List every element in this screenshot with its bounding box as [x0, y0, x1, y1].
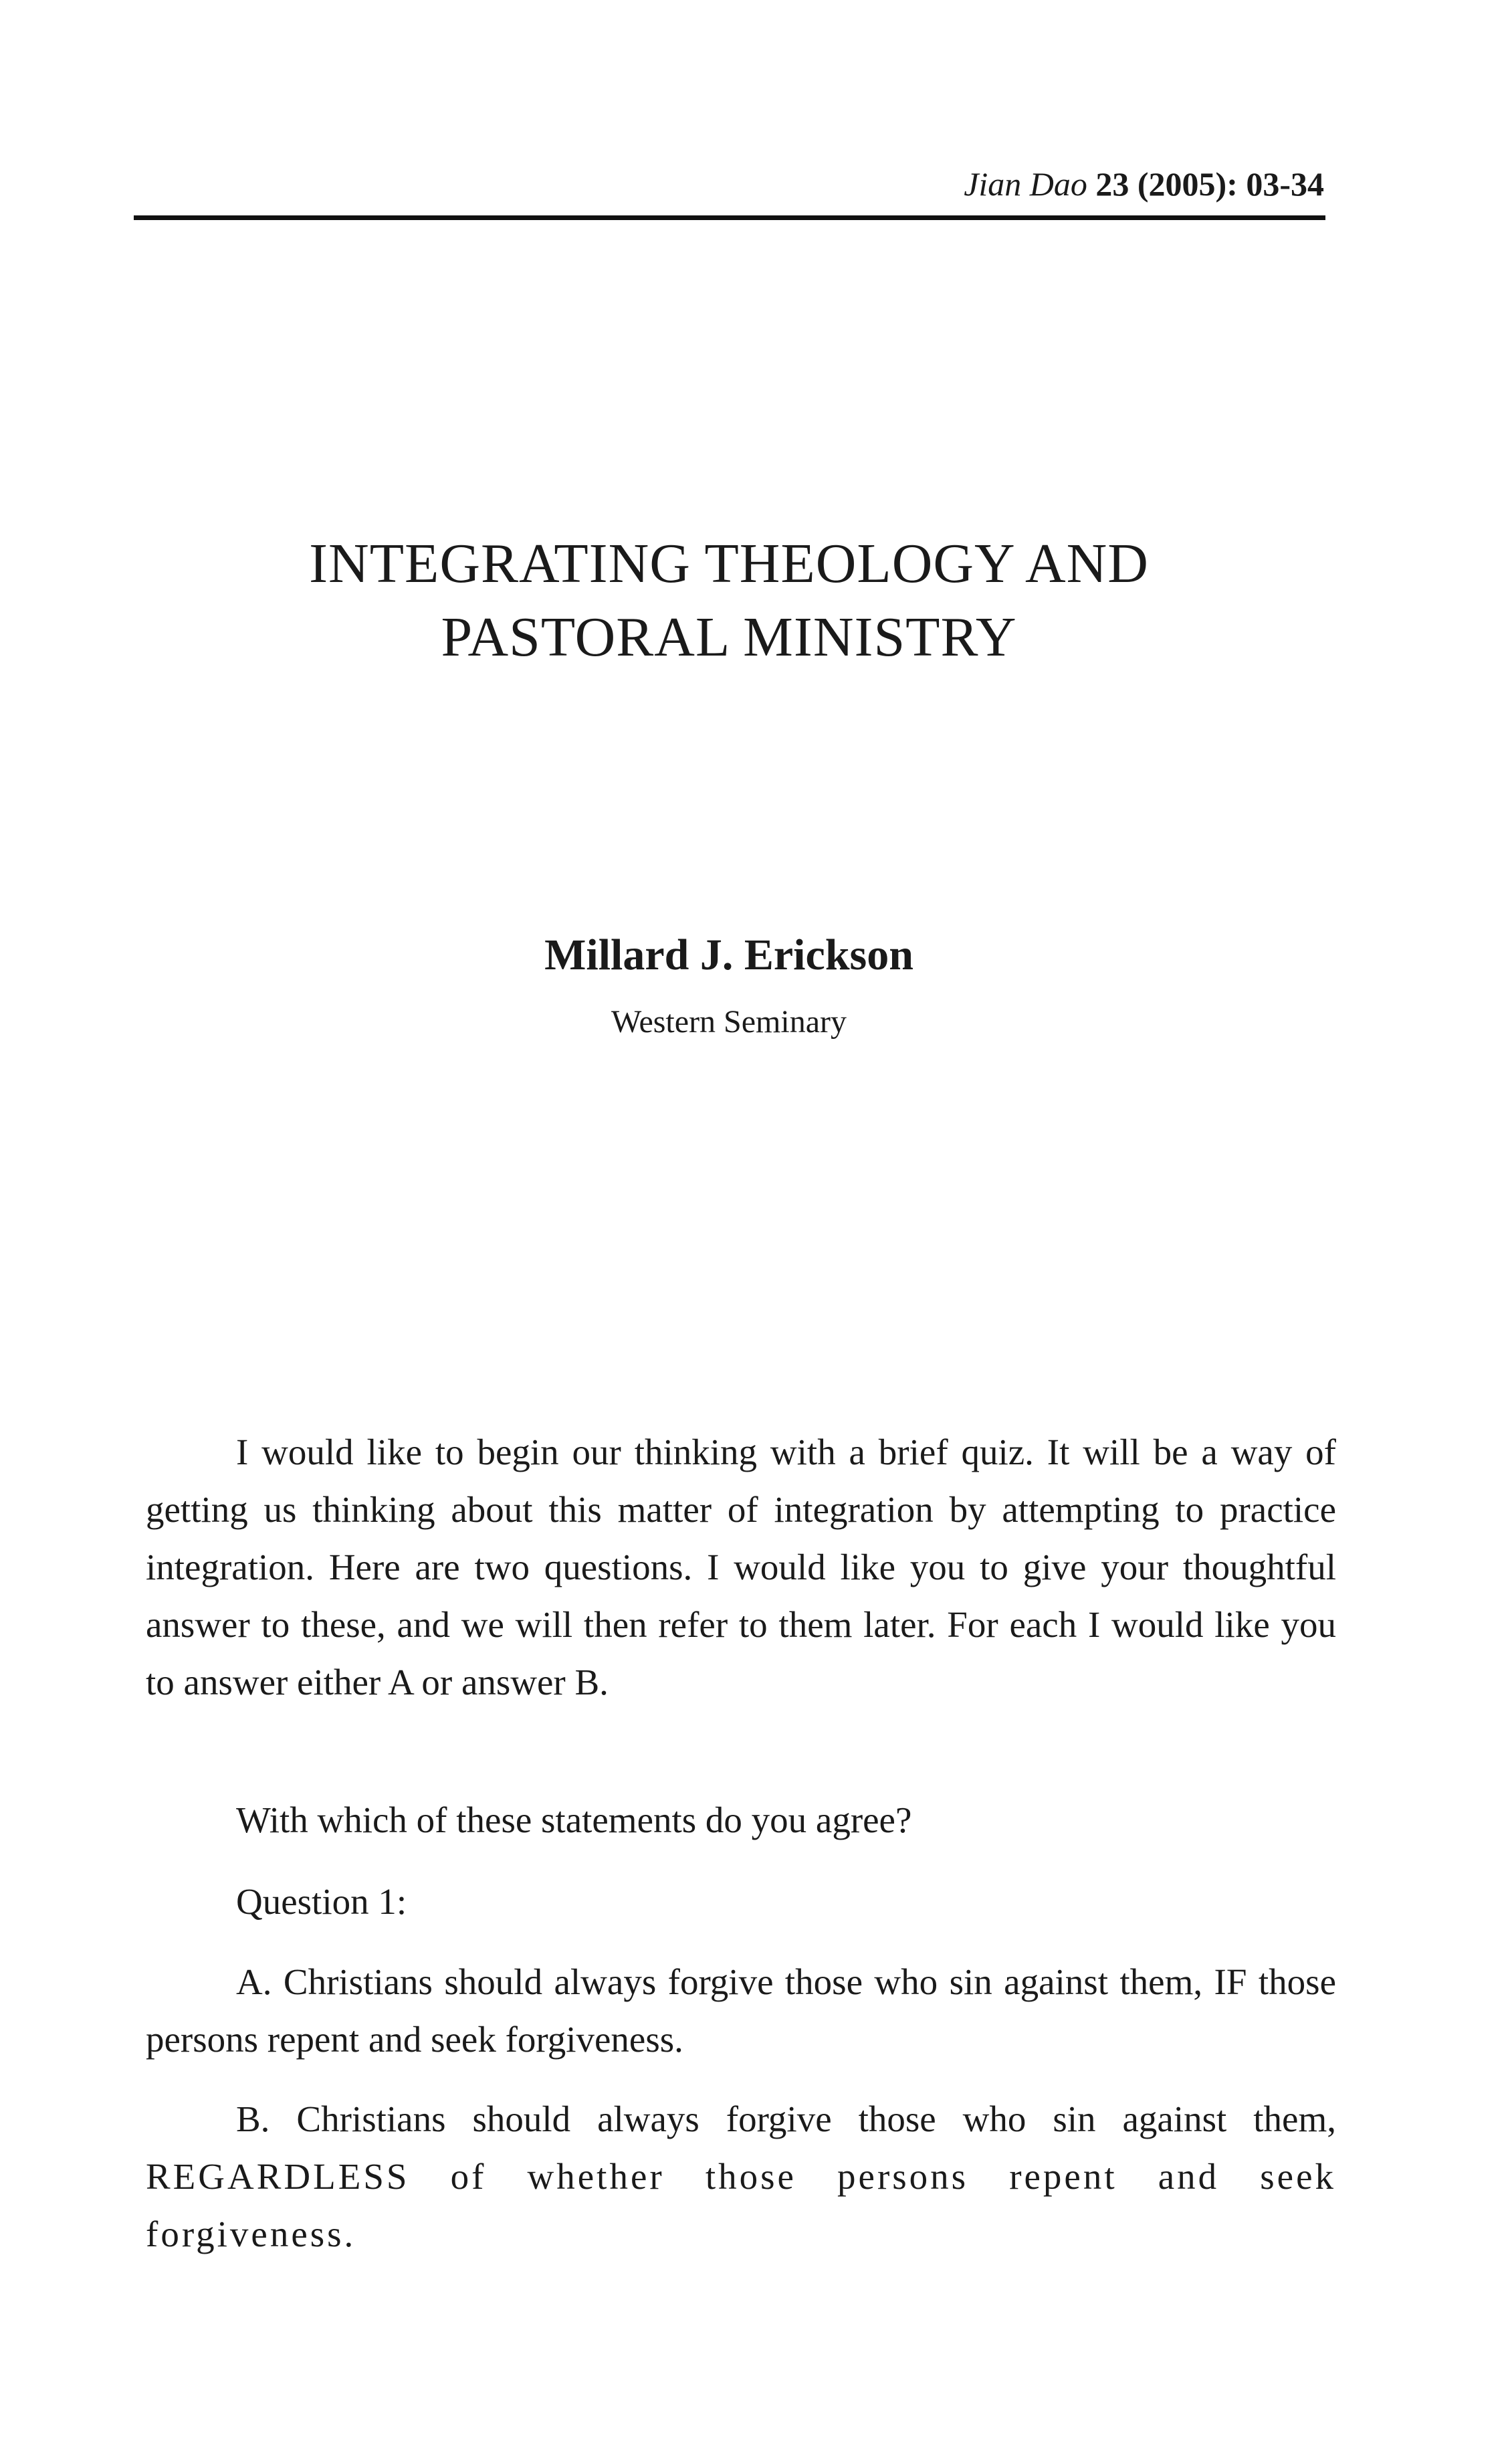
option-a-emphasis: IF: [1214, 1961, 1247, 2002]
running-head: [134, 164, 1324, 204]
option-b-paragraph: [146, 2090, 1336, 2263]
option-b-text-end: of whether those persons repent and seek forgiveness.: [146, 2156, 1336, 2254]
option-a-text-end: those persons repent and seek forgiveness.: [146, 1961, 1336, 2060]
option-b-emphasis: REGARDLESS: [146, 2156, 410, 2197]
author-name: Millard J. Erickson: [544, 931, 913, 979]
question-label: Question 1:: [236, 1881, 407, 1922]
header-rule: [134, 215, 1325, 220]
article-title: [134, 527, 1324, 674]
journal-name: Jian Dao: [964, 165, 1087, 203]
journal-citation: 23 (2005): 03-34: [1095, 165, 1324, 203]
intro-paragraph: I would like to begin our thinking with a brief quiz. It will be a way of getting us thinking about this matter of integration by attempting to practice integration. Here are two questions. I would like you to give your thoughtful answer to these, and we will then refer to them later. For each I would like you to answer either A or answer B.: [146, 1432, 1336, 1702]
author-affiliation: Western Seminary: [611, 1004, 847, 1040]
prompt-paragraph: With which of these statements do you agree?: [236, 1799, 912, 1840]
option-b-text-start: B. Christians should always forgive those who sin against them,: [236, 2098, 1336, 2139]
option-a-text-start: A. Christians should always forgive those who sin against them,: [236, 1961, 1214, 2002]
title-line-2: PASTORAL MINISTRY: [441, 606, 1017, 668]
option-a-paragraph: [146, 1953, 1336, 2068]
title-line-1: INTEGRATING THEOLOGY AND: [309, 532, 1149, 595]
